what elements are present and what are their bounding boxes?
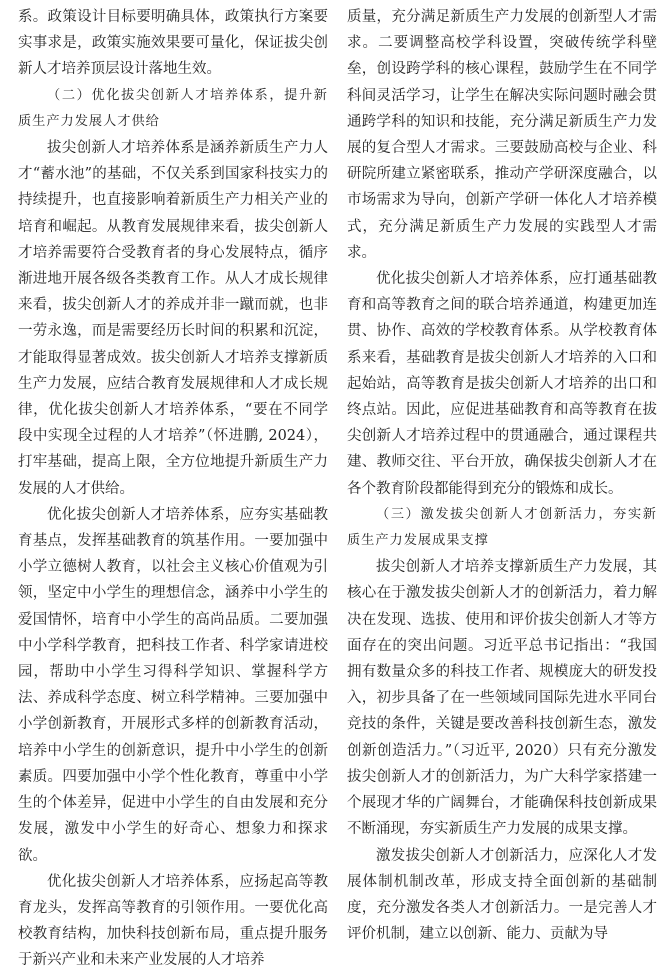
left-column: [18, 4, 328, 969]
paragraph: 优化拔尖创新人才培养体系，应扬起高等教育龙头，发挥高等教育的引领作用。一要优化高校教育结构，加快科技创新布局，重点提升服务于新兴产业和未来产业发展的人才培养: [18, 873, 328, 969]
paragraph: 优化拔尖创新人才培养体系，应夯实基础教育基点，发挥基础教育的筑基作用。一要加强中小学立德树人教育，以社会主义核心价值观为引领，坚定中小学生的理想信念，涵养中小学生的爱国情怀，培育中小学生的高尚品质。二要加强中小学科学教育，把科技工作者、科学家请进校园，帮助中小学生习得科学知识、掌握科学方法、养成科学态度、树立科学精神。三要加强中小学创新教育，开展形式多样的创新教育活动，培养中小学生的创新意识，提升中小学生的创新素质。四要加强中小学个性化教育，尊重中小学生的个体差异，促进中小学生的自由发展和充分发展，激发中小学生的好奇心、想象力和探求欲。: [18, 506, 328, 864]
paragraph: 系。政策设计目标要明确具体，政策执行方案要实事求是，政策实施效果要可量化，保证拔尖创新人才培养顶层设计落地生效。: [18, 9, 328, 78]
section-heading: （三）激发拔尖创新人才创新活力，夯实新质生产力发展成果支撑: [347, 506, 657, 549]
right-column: [347, 4, 657, 943]
paragraph: 激发拔尖创新人才创新活力，应深化人才发展体制机制改革，形成支持全面创新的基础制度，充分激发各类人才创新活力。一是完善人才评价机制，建立以创新、能力、贡献为导: [347, 847, 657, 943]
paragraph: 质量，充分满足新质生产力发展的创新型人才需求。二要调整高校学科设置，突破传统学科壁垒，创设跨学科的核心课程，鼓励学生在不同学科间灵活学习，让学生在解决实际问题时融会贯通跨学科的知识和技能，充分满足新质生产力发展的复合型人才需求。三要鼓励高校与企业、科研院所建立紧密联系，推动产学研深度融合，以市场需求为导向，创新产学研一体化人才培养模式，充分满足新质生产力发展的实践型人才需求。: [347, 9, 657, 261]
paragraph: 拔尖创新人才培养支撑新质生产力发展，其核心在于激发拔尖创新人才的创新活力，着力解决在发现、选拔、使用和评价拔尖创新人才等方面存在的突出问题。习近平总书记指出：“我国拥有数量众多的科技工作者、规模庞大的研发投入，初步具备了在一些领域同国际先进水平同台竞技的条件，关键是要改善科技创新生态，激发创新创造活力。”（习近平, 2020）只有充分激发拔尖创新人才的创新活力，为广大科学家搭建一个展现才华的广阔舞台，才能确保科技创新成果不断涌现，夯实新质生产力发展的成果支撑。: [347, 559, 657, 838]
section-heading: （二）优化拔尖创新人才培养体系，提升新质生产力发展人才供给: [18, 87, 328, 129]
paragraph: 拔尖创新人才培养体系是涵养新质生产力人才“蓄水池”的基础，不仅关系到国家科技实力的持续提升，也直接影响着新质生产力相关产业的培育和崛起。从教育发展规律来看，拔尖创新人才培养需要符合受教育者的身心发展特点，循序渐进地开展各级各类教育工作。从人才成长规律来看，拔尖创新人才的养成并非一蹴而就，也非一劳永逸，而是需要经历长时间的积累和沉淀，才能取得显著成效。拔尖创新人才培养支撑新质生产力发展，应结合教育发展规律和人才成长规律，优化拔尖创新人才培养体系，“要在不同学段中实现全过程的人才培养”（怀进鹏, 2024），打牢基础，提高上限，全方位地提升新质生产力发展的人才供给。: [18, 140, 328, 497]
paragraph: 优化拔尖创新人才培养体系，应打通基础教育和高等教育之间的联合培养通道，构建更加连贯、协作、高效的学校教育体系。从学校教育体系来看，基础教育是拔尖创新人才培养的入口和起始站，高等教育是拔尖创新人才培养的出口和终点站。因此，应促进基础教育和高等教育在拔尖创新人才培养过程中的贯通融合，通过课程共建、教师交往、平台开放，确保拔尖创新人才在各个教育阶段都能得到充分的锻炼和成长。: [347, 271, 657, 497]
